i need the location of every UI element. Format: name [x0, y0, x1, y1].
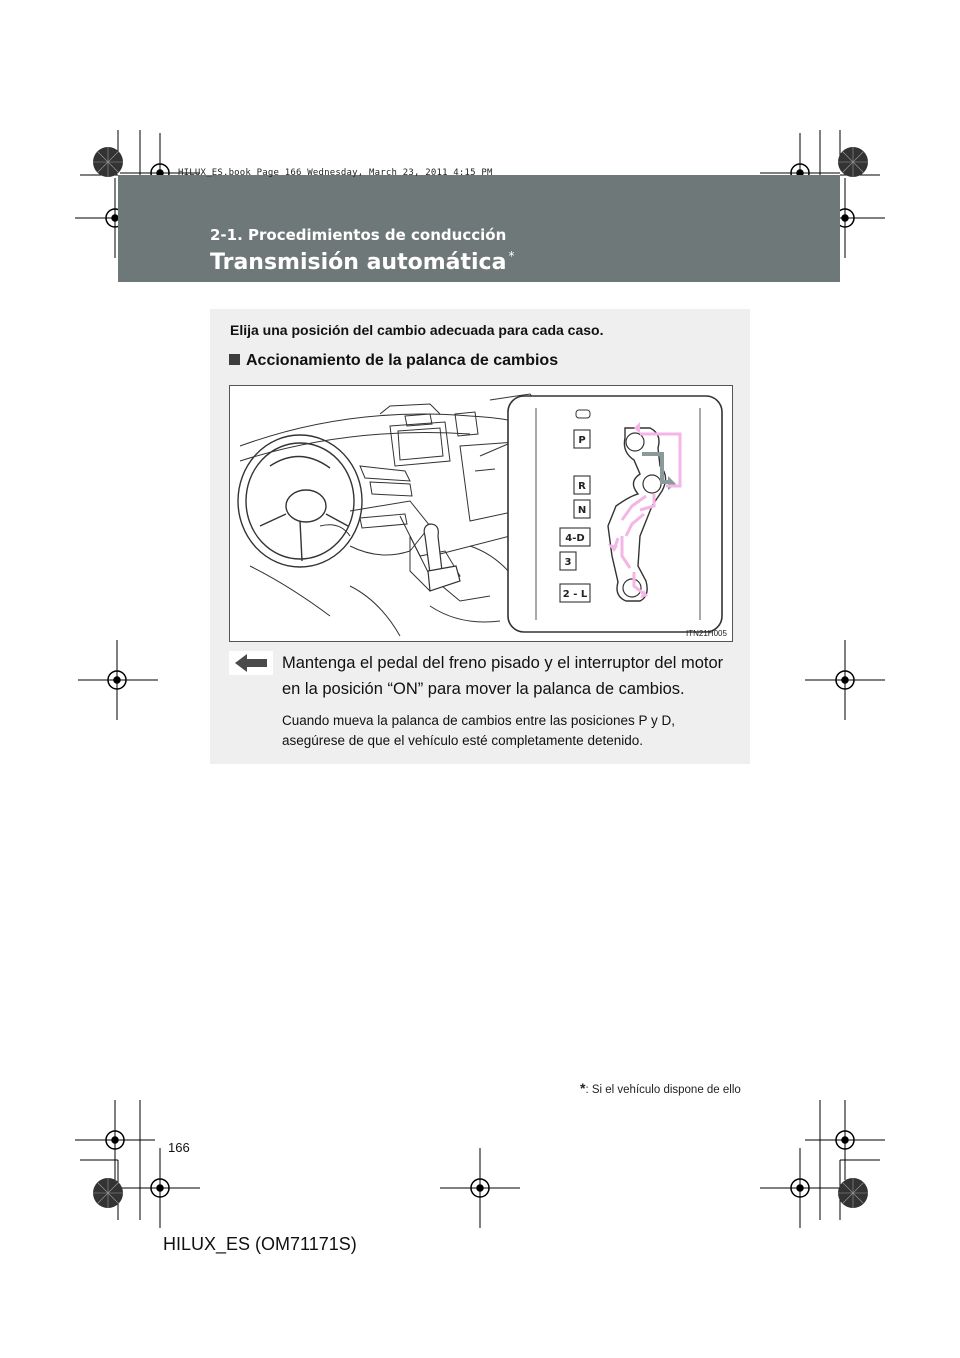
subheading: [229, 352, 558, 370]
title-asterisk: *: [508, 249, 515, 263]
page-number: 166: [168, 1140, 190, 1155]
subheading-text: Accionamiento de la palanca de cambios: [246, 352, 559, 369]
model-code: HILUX_ES (OM71171S): [163, 1234, 357, 1254]
gate-label-n: N: [577, 505, 587, 516]
gate-label-2l: 2 - L: [562, 589, 588, 600]
footnote: [580, 1080, 741, 1096]
page-title: [210, 249, 514, 275]
gear-shift-figure: [229, 385, 733, 642]
book-info: HILUX_ES.book Page 166 Wednesday, March 23, 2011 4:15 PM: [178, 168, 493, 178]
footnote-text: : Si el vehículo dispone de ello: [585, 1084, 741, 1096]
instruction-text: Mantenga el pedal del freno pisado y el interruptor del motor en la posición “ON” para mover la palanca de cambios.: [282, 654, 724, 698]
gate-label-p: P: [578, 435, 586, 446]
figure-code: ITN21H005: [686, 629, 727, 638]
instruction-marker: [229, 651, 273, 675]
dashboard-illustration: [230, 386, 732, 641]
footnote-asterisk-icon: *: [580, 1080, 586, 1096]
bullet-square-icon: [229, 354, 240, 365]
title-text: Transmisión automática: [210, 250, 507, 275]
section-label: 2-1. Procedimientos de conducción: [210, 226, 507, 244]
gate-label-4d: 4-D: [565, 533, 585, 544]
left-arrow-icon: [229, 651, 273, 675]
gate-label-3: 3: [564, 557, 572, 568]
note-text: Cuando mueva la palanca de cambios entre las posiciones P y D, asegúrese de que el vehículo esté completamente detenido.: [282, 713, 675, 748]
gate-label-r: R: [578, 481, 586, 492]
lead-text: Elija una posición del cambio adecuada para cada caso.: [230, 322, 604, 338]
